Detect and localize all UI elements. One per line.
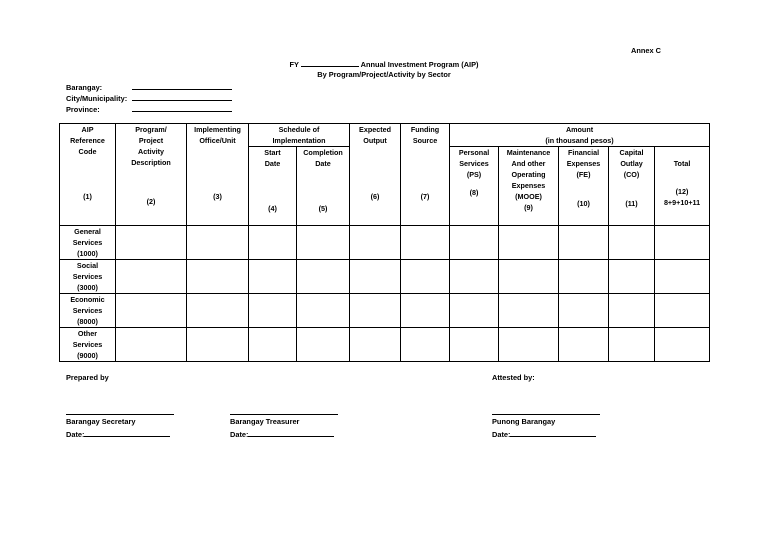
punong-date-line [510, 428, 596, 437]
col-number-7: (7) [420, 192, 430, 201]
barangay-blank-line [132, 81, 232, 90]
punong-date-field: Date: [492, 428, 596, 441]
city-blank-line [132, 92, 232, 101]
barangay-label: Barangay: [66, 83, 103, 92]
col-number-5: (5) [318, 204, 328, 213]
row-label-social: Social Services (3000) [60, 260, 116, 294]
annex-label: Annex C [631, 46, 661, 55]
secretary-date-field: Date: [66, 428, 170, 441]
header-start-date: Start Date (4) [249, 147, 297, 226]
fy-blank-line [301, 58, 359, 67]
col-12-formula: 8+9+10+11 [663, 198, 701, 207]
header-total: Total (12) 8+9+10+11 [655, 147, 710, 226]
col-number-6: (6) [370, 192, 380, 201]
header-co: Capital Outlay (CO) (11) [609, 147, 655, 226]
row-label-economic: Economic Services (8000) [60, 294, 116, 328]
secretary-title: Barangay Secretary [66, 417, 136, 426]
fy-label: FY [289, 60, 299, 69]
header-program: Program/ Project Activity Description (2) [116, 124, 187, 226]
header-mooe: Maintenance And other Operating Expenses (MOOE) (9) [499, 147, 559, 226]
header-schedule: Schedule of Implementation [249, 124, 350, 147]
secretary-signature-line [66, 414, 174, 415]
punong-signature-line [492, 414, 600, 415]
table-row-general [60, 226, 710, 260]
row-label-other: Other Services (9000) [60, 328, 116, 362]
col-number-8: (8) [469, 188, 479, 197]
document-subtitle: By Program/Project/Activity by Sector [317, 70, 451, 79]
aip-table [59, 123, 710, 362]
treasurer-date-field: Date: [230, 428, 334, 441]
header-ps: Personal Services (PS) (8) [450, 147, 499, 226]
table-row-other [60, 328, 710, 362]
document-title [0, 58, 768, 71]
col-number-9: (9) [524, 203, 533, 212]
col-number-1: (1) [83, 192, 92, 201]
col-number-12: (12) [675, 187, 689, 196]
table-row-economic [60, 294, 710, 328]
secretary-date-line [84, 428, 170, 437]
col-number-2: (2) [146, 197, 156, 206]
treasurer-signature-line [230, 414, 338, 415]
province-label: Province: [66, 105, 100, 114]
col-number-4: (4) [268, 204, 277, 213]
prepared-by-label: Prepared by [66, 373, 109, 382]
title-main: Annual Investment Program (AIP) [360, 60, 479, 69]
header-expected: Expected Output (6) [350, 124, 401, 226]
punong-title: Punong Barangay [492, 417, 556, 426]
col-number-3: (3) [213, 192, 222, 201]
header-funding: Funding Source (7) [401, 124, 450, 226]
province-field [66, 103, 232, 116]
row-label-general: General Services (1000) [60, 226, 116, 260]
treasurer-date-line [248, 428, 334, 437]
header-amount: Amount (in thousand pesos) [450, 124, 710, 147]
province-blank-line [132, 103, 232, 112]
header-aip-ref: AIP Reference Code (1) [60, 124, 116, 226]
col-number-10: (10) [577, 199, 590, 208]
table-row-social [60, 260, 710, 294]
city-label: City/Municipality: [66, 94, 128, 103]
header-fe: Financial Expenses (FE) (10) [559, 147, 609, 226]
col-number-11: (11) [625, 199, 638, 208]
header-row-1 [60, 124, 710, 147]
header-completion-date: Completion Date (5) [297, 147, 350, 226]
treasurer-title: Barangay Treasurer [230, 417, 300, 426]
attested-by-label: Attested by: [492, 373, 535, 382]
header-implementing: Implementing Office/Unit (3) [187, 124, 249, 226]
